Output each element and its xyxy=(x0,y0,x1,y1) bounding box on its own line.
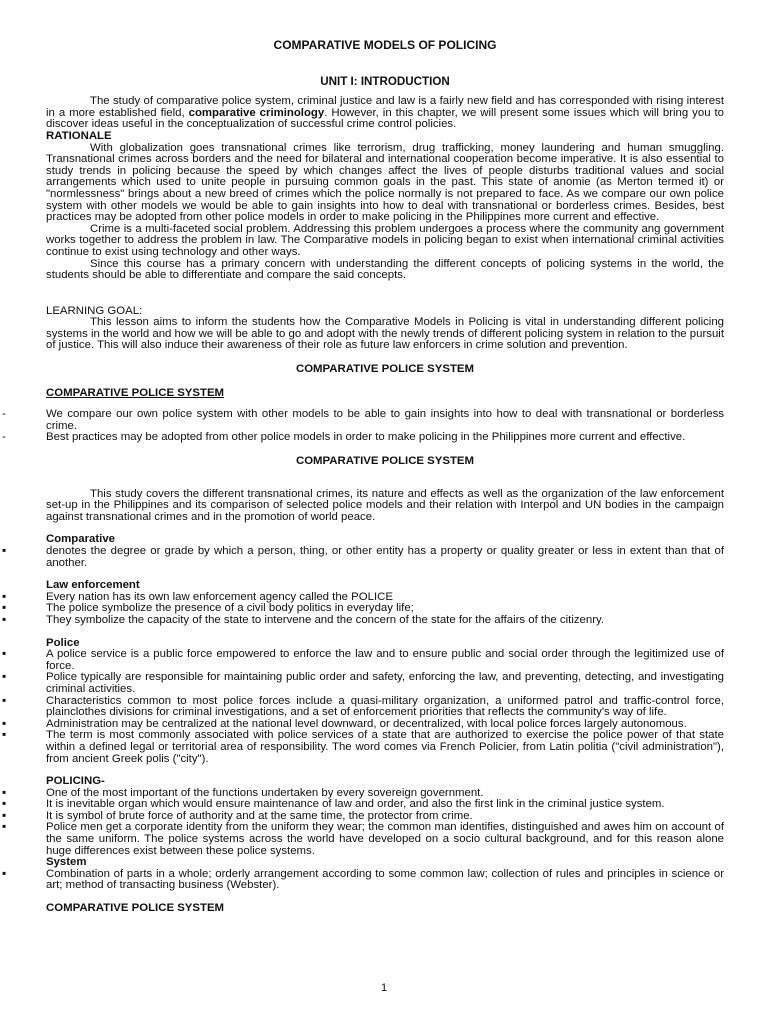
policing-list xyxy=(46,788,724,858)
list-item: ▪ It is symbol of brute force of authority and at the same time, the protector from crime. xyxy=(46,811,724,823)
list-item: ▪ They symbolize the capacity of the state to intervene and the concern of the state for the affairs of the citizenry. xyxy=(46,615,724,627)
rationale-paragraph-1: With globalization goes transnational crimes like terrorism, drug trafficking, money laundering and human smuggling. Transnational crimes across borders and the need for bilateral and international cooperation become imperative. It is also essential to study trends in policing because the speed by which changes affect the lives of people disturbs traditional values and social arrangements which used to unite people in pursuing common goals in the past. This state of anomie (as Merton termed it) or "normlessness" brings about a new breed of crimes which the police normally is not prepared to face. As we compare our own police system with other models we would be able to gain insights into how to deal with transnational or borderless crimes. Besides, best practices may be adopted from other police models in order to make policing in the Philippines more current and effective. xyxy=(46,141,724,224)
list-item: ▪ Police typically are responsible for maintaining public order and safety, enforcing the law, and preventing, detecting, and investigating criminal activities. xyxy=(46,672,724,695)
police-list xyxy=(46,649,724,765)
list-item: - Best practices may be adopted from other police models in order to make policing in the Philippines more current and effective. xyxy=(46,432,724,444)
learning-goal-heading: LEARNING GOAL: xyxy=(46,304,143,317)
law-enforcement-heading: Law enforcement xyxy=(46,579,140,592)
list-item: - We compare our own police system with other models to be able to gain insights into how to deal with transnational or borderless crime. xyxy=(46,409,724,432)
law-enforcement-list xyxy=(46,592,724,627)
unit-heading: UNIT I: INTRODUCTION xyxy=(320,74,450,88)
system-list xyxy=(46,869,724,892)
list-item: ▪ It is inevitable organ which would ensure maintenance of law and order, and also the first link in the criminal justice system. xyxy=(46,799,724,811)
rationale-paragraph-3: Since this course has a primary concern with understanding the different concepts of policing systems in the world, the students should be able to differentiate and compare the said concepts. xyxy=(46,257,724,282)
policing-heading: POLICING- xyxy=(46,775,105,788)
comparative-list xyxy=(46,546,724,569)
intro-paragraph: The study of comparative police system, criminal justice and law is a fairly new field and has corresponded with rising interest in a more established field, comparative criminology. However, in this chapter, we will present some issues which will bring you to discover ideas useful in the conceptualization of successful crime control policies. xyxy=(46,95,724,131)
page-number: 1 xyxy=(380,982,388,994)
list-item: ▪ The term is most commonly associated with police services of a state that are authorized to exercise the police power of that state within a defined legal or territorial area of responsibility. The word comes via French Policier, from Latin politia ("civil administration"), from ancient Greek polis ("city"). xyxy=(46,730,724,765)
dash-list xyxy=(46,409,724,444)
section-heading-4: COMPARATIVE POLICE SYSTEM xyxy=(46,902,225,915)
section-heading-2: COMPARATIVE POLICE SYSTEM xyxy=(46,386,225,399)
rationale-paragraph-2: Crime is a multi-faceted social problem. Addressing this problem undergoes a process where the community ang government works together to address the problem in law. The Comparative models in policing began to exist when international criminal activities continue to exist using technology and other ways. xyxy=(46,222,724,258)
system-heading: System xyxy=(46,856,87,869)
list-item: ▪ Police men get a corporate identity from the uniform they wear; the common man identifies, distinguished and awes him on account of the same uniform. The police systems across the world have developed on a socio cultural background, and for this reason alone huge differences exist between these police systems. xyxy=(46,822,724,857)
list-item: ▪ Administration may be centralized at the national level downward, or decentralized, with local police forces largely autonomous. xyxy=(46,719,724,731)
list-item: ▪ The police symbolize the presence of a civil body politics in everyday life; xyxy=(46,603,724,615)
intro-bold-term: comparative criminology xyxy=(188,106,325,119)
rationale-heading: RATIONALE xyxy=(46,129,112,142)
list-item: ▪ Characteristics common to most police forces include a quasi-military organization, a uniformed patrol and traffic-control force, plainclothes divisions for criminal investigations, and a set of enforcement priorities that reflects the community's way of life. xyxy=(46,696,724,719)
police-heading: Police xyxy=(46,636,80,649)
comparative-heading: Comparative xyxy=(46,533,116,546)
study-paragraph: This study covers the different transnational crimes, its nature and effects as well as the organization of the law enforcement set-up in the Philippines and its comparison of selected police models and their relation with Interpol and UN bodies in the campaign against transnational crimes and in the promotion of world peace. xyxy=(46,487,724,523)
document-page xyxy=(46,40,724,915)
list-item: ▪ Combination of parts in a whole; orderly arrangement according to some common law; collection of rules and principles in science or art; method of transacting business (Webster). xyxy=(46,869,724,892)
document-title: COMPARATIVE MODELS OF POLICING xyxy=(273,38,497,52)
list-item: ▪ One of the most important of the functions undertaken by every sovereign government. xyxy=(46,788,724,800)
list-item: ▪ denotes the degree or grade by which a person, thing, or other entity has a property or quality greater or less in extent than that of another. xyxy=(46,546,724,569)
section-heading-1: COMPARATIVE POLICE SYSTEM xyxy=(295,363,475,376)
section-heading-3: COMPARATIVE POLICE SYSTEM xyxy=(295,455,475,468)
learning-goal-paragraph: This lesson aims to inform the students how the Comparative Models in Policing is vital in understanding different policing systems in the world and how we will be able to go and adopt with the newly trends of different policing system in relation to the pursuit of justice. This will also induce their awareness of their role as future law enforcers in crime solution and prevention. xyxy=(46,316,724,352)
list-item: ▪ Every nation has its own law enforcement agency called the POLICE xyxy=(46,592,724,604)
list-item: ▪ A police service is a public force empowered to enforce the law and to ensure public and social order through the legitimized use of force. xyxy=(46,649,724,672)
